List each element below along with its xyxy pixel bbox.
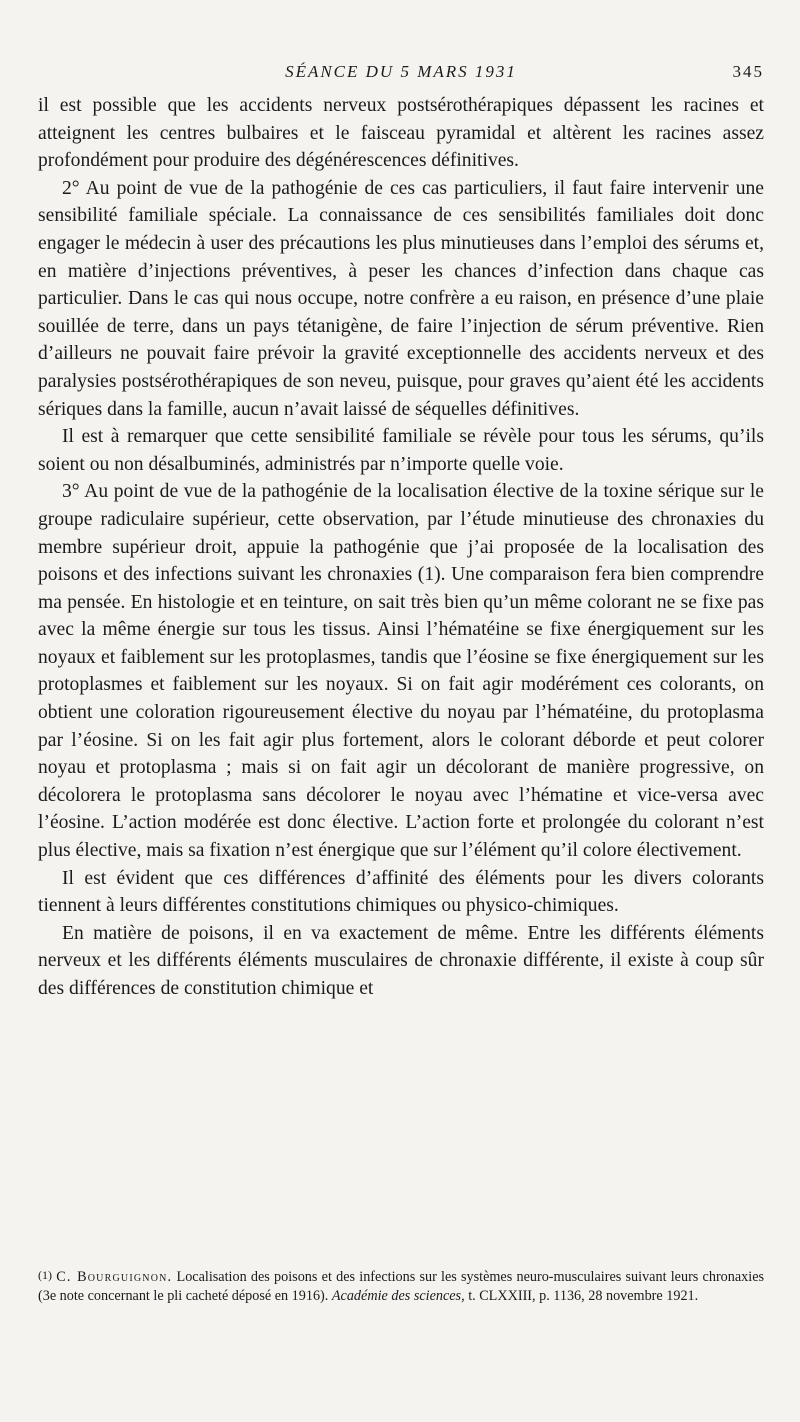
paragraph-familial-sensitivity: Il est à remarquer que cette sensibilité familiale se révèle pour tous les sérums, qu’ils soient ou non désalbuminés, administrés par n’importe quelle voie. <box>38 426 764 475</box>
paragraph-poisons: En matière de poisons, il en va exactement de même. Entre les différents éléments nerveux et les différents éléments musculaires de chronaxie différente, il existe à coup sûr des différences de constitution chimique et <box>38 922 764 999</box>
footnote-text: Localisation des poisons et des infections sur les systèmes neuro-musculaires suivant leurs chronaxies (3e note concernant le pli cacheté déposé en 1916). <box>38 1269 765 1304</box>
footnote-marker: (1) <box>38 1268 52 1282</box>
running-title: SÉANCE DU 5 MARS 1931 <box>285 62 517 81</box>
body-text <box>38 92 764 1003</box>
paragraph-point-2: 2° Au point de vue de la pathogénie de ces cas particuliers, il faut faire intervenir une sensibilité familiale spéciale. La connaissance de ces sensibilités familiales doit donc engager le médecin à user des précautions les plus minutieuses dans l’emploi des sérums et, en matière d’injections préventives, à peser les chances d’infection dans chaque cas particulier. Dans le cas qui nous occupe, notre confrère a eu raison, en présence d’une plaie souillée de terre, dans un pays tétanigène, de faire l’injection de sérum préventive. Rien d’ailleurs ne pouvait faire prévoir la gravité exceptionnelle des accidents nerveux et des paralysies postsérothérapiques de son neveu, puisque, pour graves qu’aient été les accidents sériques dans la famille, aucun n’avait laissé de séquelles définitives. <box>38 177 764 420</box>
footnote-journal: Académie des sciences, <box>331 1288 465 1304</box>
paragraph-affinity: Il est évident que ces différences d’affinité des éléments pour les divers colorants tiennent à leurs différentes constitutions chimiques ou physico-chimiques. <box>38 867 764 917</box>
footnotes <box>38 1266 764 1306</box>
footnote-1 <box>38 1266 764 1306</box>
footnote-author: C. Bourguignon. <box>56 1269 173 1285</box>
page-number: 345 <box>732 62 764 81</box>
footnote-reference: t. CLXXIII, p. 1136, 28 novembre 1921. <box>468 1288 699 1304</box>
paragraph-point-3: 3° Au point de vue de la pathogénie de la localisation élective de la toxine sérique sur le groupe radiculaire supérieur, cette observation, par l’étude minutieuse des chronaxies du membre supérieur droit, appuie la pathogénie que j’ai proposée de la localisation des poisons et des infections suivant les chronaxies (1). Une comparaison fera bien comprendre ma pensée. En histologie et en teinture, on sait très bien qu’un même colorant ne se fixe pas avec la même énergie sur tous les tissus. Ainsi l’hématéine se fixe énergiquement sur les noyaux et faiblement sur les protoplasmes, tandis que l’éosine se fixe énergiquement sur les protoplasmes et faiblement sur les noyaux. Si on fait agir modérément ces colorants, on obtient une coloration rigoureusement élective du noyau par l’hématéine, du protoplasma par l’éosine. Si on les fait agir plus fortement, alors le colorant déborde et peut colorer noyau et protoplasma ; mais si on fait agir un décolorant de manière progressive, on décolorera le protoplasma sans décolorer le noyau avec l’hématine et vice-versa avec l’éosine. L’action modérée est donc élective. L’action forte et prolongée du colorant n’est plus élective, mais sa fixation n’est énergique que sur l’élément qu’il colore électivement. <box>38 481 764 862</box>
running-head <box>38 62 764 92</box>
page <box>38 62 764 1003</box>
paragraph-continuation: il est possible que les accidents nerveux postsérothérapiques dépassent les racines et atteignent les centres bulbaires et le faisceau pyramidal et altèrent les racines assez profondément pour produire des dégénérescences définitives. <box>38 95 764 172</box>
